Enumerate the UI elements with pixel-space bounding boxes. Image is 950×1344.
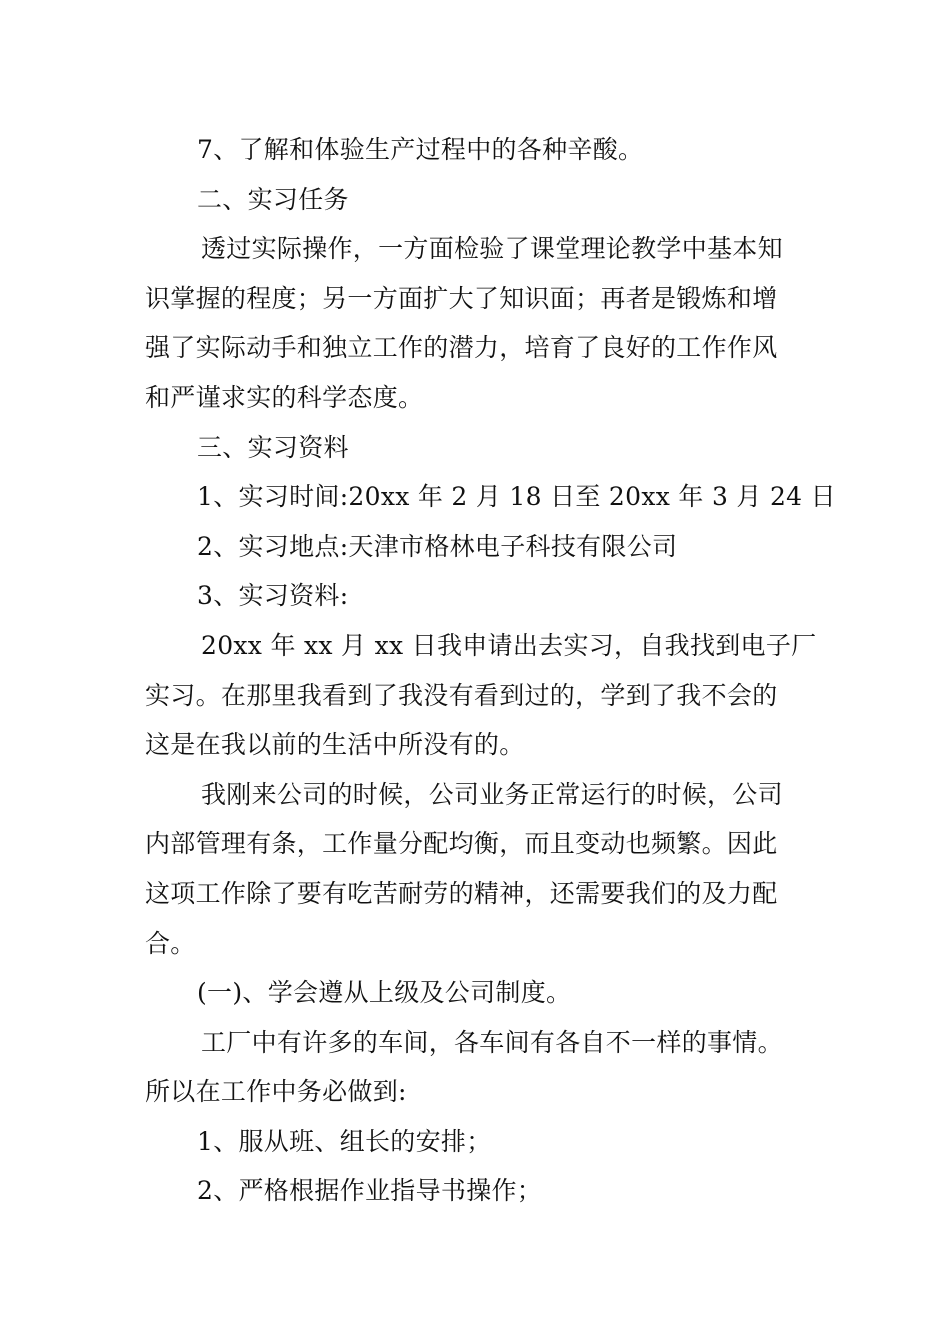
list-item-internship-location: 2、实习地点:天津市格林电子科技有限公司 (197, 531, 678, 561)
paragraph-application-line-1: 20xx 年 xx 月 xx 日我申请出去实习，自我找到电子厂 (201, 630, 817, 660)
document-body (145, 125, 836, 1216)
paragraph-application-line-3: 这是在我以前的生活中所没有的。 (145, 730, 525, 760)
list-item-internship-time: 1、实习时间:20xx 年 2 月 18 日至 20xx 年 3 月 24 日 (197, 482, 836, 512)
section-heading-internship-materials: 三、实习资料 (197, 432, 349, 462)
paragraph-company-line-1: 我刚来公司的时候，公司业务正常运行的时候，公司 (201, 779, 783, 809)
paragraph-company-line-2: 内部管理有条，工作量分配均衡，而且变动也频繁。因此 (145, 829, 778, 859)
paragraph-workshop-line-2: 所以在工作中务必做到: (145, 1077, 407, 1107)
paragraph-tasks-line-4: 和严谨求实的科学态度。 (145, 382, 424, 412)
list-item-follow-instructions: 2、严格根据作业指导书操作； (197, 1176, 543, 1206)
list-item-internship-materials: 3、实习资料: (197, 581, 349, 611)
list-item-7: 7、了解和体验生产过程中的各种辛酸。 (197, 135, 644, 164)
paragraph-application-line-2: 实习。在那里我看到了我没有看到过的，学到了我不会的 (145, 680, 778, 710)
paragraph-tasks-line-3: 强了实际动手和独立工作的潜力，培育了良好的工作作风 (145, 333, 778, 363)
list-item-obey-leaders: 1、服从班、组长的安排； (197, 1126, 492, 1156)
subsection-heading-follow-rules: (一)、学会遵从上级及公司制度。 (197, 978, 572, 1008)
paragraph-tasks-line-1: 透过实际操作，一方面检验了课堂理论教学中基本知 (201, 234, 783, 264)
paragraph-company-line-4: 合。 (145, 928, 196, 958)
paragraph-workshop-line-1: 工厂中有许多的车间，各车间有各自不一样的事情。 (201, 1027, 783, 1057)
paragraph-company-line-3: 这项工作除了要有吃苦耐劳的精神，还需要我们的及力配 (145, 878, 778, 908)
paragraph-tasks-line-2: 识掌握的程度；另一方面扩大了知识面；再者是锻炼和增 (145, 283, 778, 313)
section-heading-internship-tasks: 二、实习任务 (197, 184, 349, 214)
